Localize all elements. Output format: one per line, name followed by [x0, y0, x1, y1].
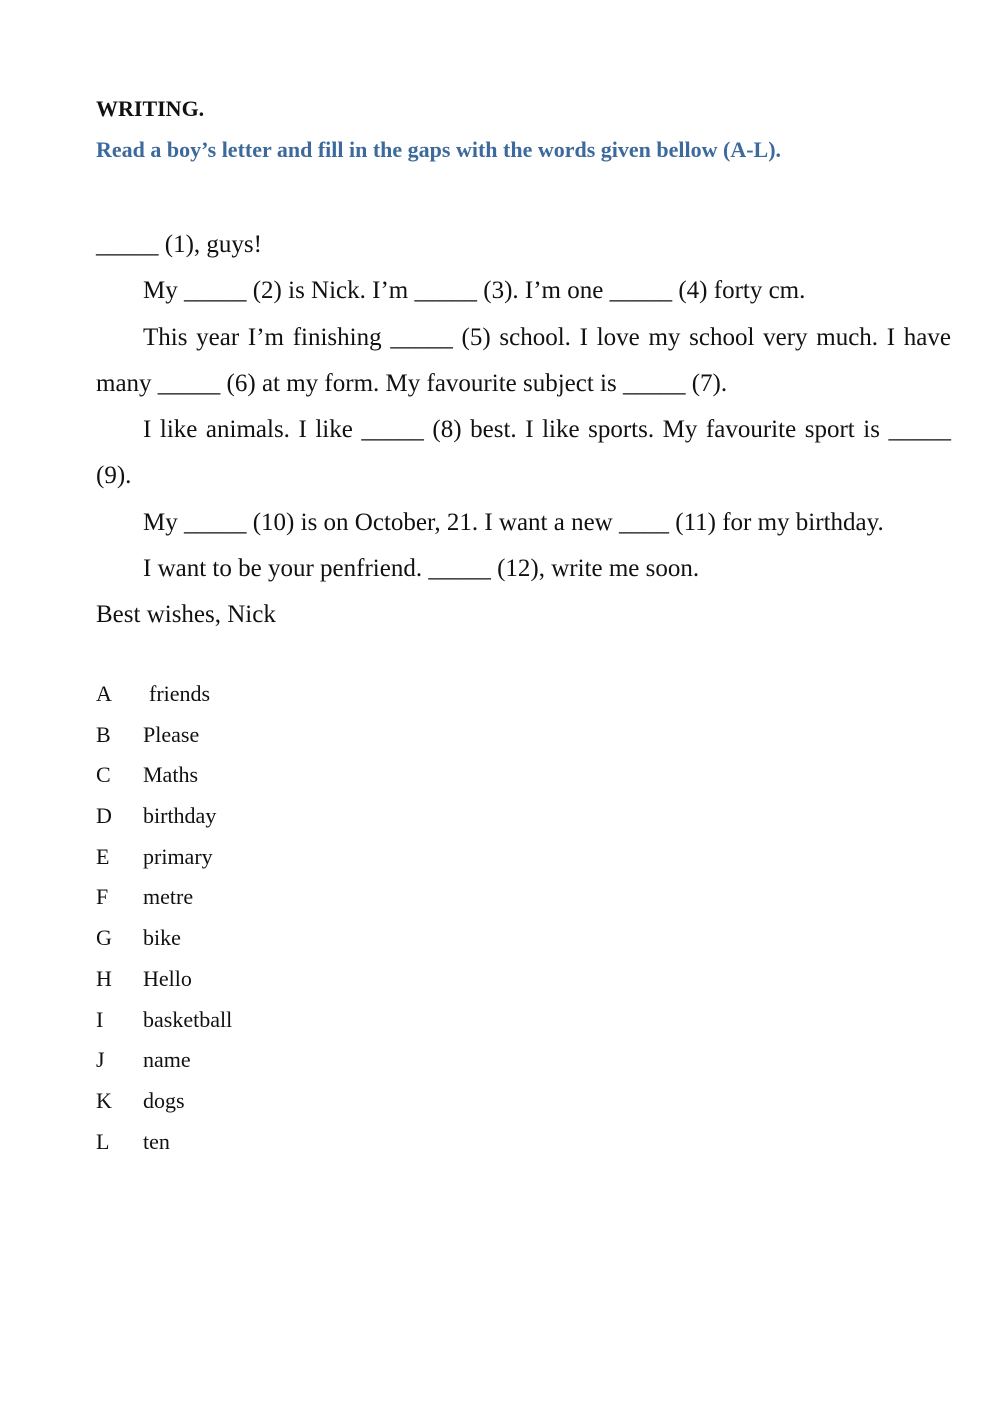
letter-text [96, 222, 951, 639]
list-item [96, 1040, 496, 1081]
letter-greeting: _____ (1), guys! [96, 231, 262, 258]
list-item [96, 877, 496, 918]
letter-line-penfriend: I want to be your penfriend. _____ (12), write me soon. [143, 555, 700, 583]
option-word: primary [143, 843, 213, 869]
letter-paragraph-animals: I like animals. I like _____ (8) best. I like sports. My favourite sport is _____ (9). [96, 416, 951, 490]
option-letter: B [96, 721, 111, 747]
option-letter: A [96, 681, 112, 706]
letter-line-birthday: My _____ (10) is on October, 21. I want a new ____ (11) for my birthday. [143, 508, 884, 536]
option-letter: G [96, 925, 112, 951]
list-item [96, 959, 496, 1000]
option-word: birthday [143, 803, 217, 829]
letter-paragraph-school: This year I’m finishing _____ (5) school. I love my school very much. I have many _____ (6) at my form. My favourite subject is _____ (7). [96, 323, 951, 397]
option-letter: H [96, 965, 112, 991]
list-item [96, 918, 496, 959]
list-item [96, 796, 496, 837]
option-word: ten [143, 1128, 170, 1154]
option-word: Maths [143, 762, 198, 788]
section-heading: WRITING. [96, 96, 205, 121]
option-letter: K [96, 1087, 112, 1113]
option-letter: I [96, 1006, 104, 1032]
option-letter: E [96, 843, 110, 869]
option-word: metre [143, 884, 194, 910]
option-letter: F [96, 884, 109, 910]
list-item [96, 1122, 496, 1163]
word-options-list [96, 674, 496, 1162]
option-word: basketball [143, 1006, 233, 1032]
list-item [96, 755, 496, 796]
option-word: friends [149, 681, 211, 706]
list-item [96, 837, 496, 878]
option-word: bike [143, 925, 181, 951]
list-item [96, 674, 496, 715]
letter-line-name: My _____ (2) is Nick. I’m _____ (3). I’m one _____ (4) forty cm. [143, 277, 806, 305]
task-instruction: Read a boy’s letter and fill in the gaps with the words given bellow (A-L). [96, 137, 782, 162]
option-letter: C [96, 762, 111, 788]
option-word: Please [143, 721, 200, 747]
option-letter: J [96, 1047, 105, 1073]
list-item [96, 715, 496, 756]
list-item [96, 1081, 496, 1122]
option-letter: D [96, 803, 112, 829]
option-word: dogs [143, 1087, 185, 1113]
option-word: name [143, 1047, 191, 1073]
option-word: Hello [143, 965, 192, 991]
option-letter: L [96, 1128, 110, 1154]
letter-signoff: Best wishes, Nick [96, 601, 276, 629]
list-item [96, 1000, 496, 1041]
